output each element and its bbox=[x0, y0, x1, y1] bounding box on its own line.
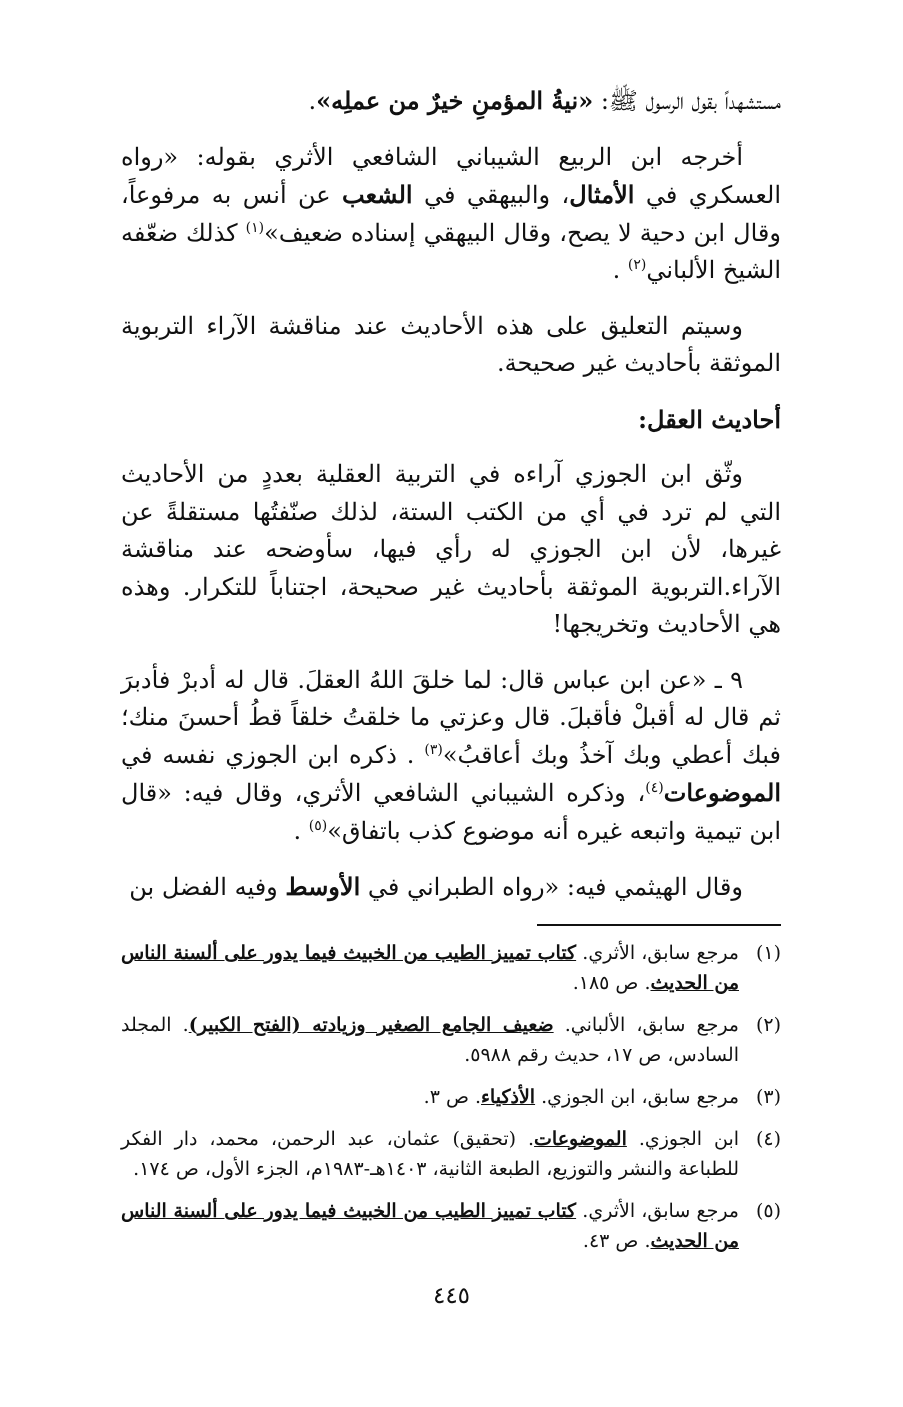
footnote-title: كتاب تمييز الطيب من الخبيث فيما يدور على ألسنة الناس من الحديث bbox=[121, 1200, 739, 1252]
book-title: الأمثال bbox=[569, 180, 635, 209]
paragraph-5: ٩ ـ «عن ابن عباس قال: لما خلقَ اللهُ العقلَ. قال له أدبرْ فأدبرَ ثم قال له أقبلْ فأقبلَ. قال وعزتي ما خلقتُ خلقاً قطُ أحسنَ منك؛ فبك أعطي وبك آخذُ وبك أعاقبُ»$^{(٣)}$ . ذكره ابن الجوزي نفسه في الموضوعات$^{(٤)}$، وذكره الشيباني الشافعي الأثري، وقال فيه: «قال ابن تيمية واتبعه غيره أنه موضوع كذب باتفاق»$^{(٥)}$ . bbox=[121, 665, 781, 845]
footnote-title: الأذكياء bbox=[481, 1086, 536, 1108]
paragraph-3: وسيتم التعليق على هذه الأحاديث عند مناقشة الآراء التربوية الموثقة بأحاديث غير صحيحة. bbox=[121, 311, 781, 377]
footnote: (٢) مرجع سابق، الألباني. ضعيف الجامع الصغير وزيادته (الفتح الكبير). المجلد السادس، ص ١٧، حديث رقم ٥٩٨٨. bbox=[121, 1010, 781, 1070]
footnotes bbox=[121, 938, 781, 1268]
footnote-ref[interactable]: (٥) bbox=[308, 817, 328, 834]
footnote-ref[interactable]: (٢) bbox=[627, 257, 647, 273]
book-title: الأوسط bbox=[285, 872, 361, 901]
footnote-number: (١) bbox=[755, 942, 781, 964]
page-number: ٤٤٥ bbox=[432, 1283, 471, 1309]
body-text bbox=[121, 82, 781, 925]
footnote-title: الموضوعات bbox=[534, 1128, 627, 1150]
book-title: الشعب bbox=[342, 180, 413, 209]
footnote-title: كتاب تمييز الطيب من الخبيث فيما يدور على ألسنة الناس من الحديث bbox=[121, 942, 739, 994]
footnote-title: ضعيف الجامع الصغير وزيادته (الفتح الكبير) bbox=[188, 1014, 554, 1036]
footnote: (١) مرجع سابق، الأثري. كتاب تمييز الطيب من الخبيث فيما يدور على ألسنة الناس من الحديث. ص ١٨٥. bbox=[121, 938, 781, 998]
section-heading: أحاديث العقل: bbox=[638, 404, 781, 434]
hadith-quote: «نيةُ المؤمنِ خيرٌ من عملِه» bbox=[316, 86, 594, 115]
paragraph-6: وقال الهيثمي فيه: «رواه الطبراني في الأوسط وفيه الفضل بن bbox=[129, 872, 743, 901]
footnote-ref[interactable]: (١) bbox=[245, 219, 265, 236]
footnote-number: (٥) bbox=[755, 1200, 781, 1222]
book-title: الموضوعات bbox=[663, 778, 781, 807]
paragraph-4: وثّق ابن الجوزي آراءه في التربية العقلية بعددٍ من الأحاديث التي لم ترد في أي من الكتب الستة، لذلك صنّفتُها مستقلةً عن غيرها، لأن ابن الجوزي له رأي فيها، سأوضحه عند مناقشة الآراء.التربوية الموثقة بأحاديث غير صحيحة، اجتناباً للتكرار. وهذه هي الأحاديث وتخريجها! bbox=[121, 460, 781, 638]
footnote: (٥) مرجع سابق، الأثري. كتاب تمييز الطيب من الخبيث فيما يدور على ألسنة الناس من الحديث. ص ٤٣. bbox=[121, 1196, 781, 1256]
paragraph-2: أخرجه ابن الربيع الشيباني الشافعي الأثري بقوله: «رواه العسكري في الأمثال، والبيهقي في الشعب عن أنس به مرفوعاً، وقال ابن دحية لا يصح، وقال البيهقي إسناده ضعيف»$^{(١)}$ كذلك ضعّفه الشيخ الألباني$^{(٢)}$ . bbox=[121, 142, 781, 284]
footnote-number: (٢) bbox=[755, 1014, 781, 1036]
footnote: (٣) مرجع سابق، ابن الجوزي. الأذكياء. ص ٣. bbox=[121, 1082, 781, 1112]
footnote-number: (٣) bbox=[755, 1086, 781, 1108]
paragraph-1: مستشهداً بقول الرسول ﷺ: «نيةُ المؤمنِ خيرٌ من عملِه». bbox=[308, 86, 781, 115]
footnote: (٤) ابن الجوزي. الموضوعات. (تحقيق) عثمان، عبد الرحمن، محمد، دار الفكر للطباعة والنشر والتوزيع، الطبعة الثانية، ١٤٠٣هـ-١٩٨٣م، الجزء الأول، ص ١٧٤. bbox=[121, 1124, 781, 1184]
footnote-number: (٤) bbox=[755, 1128, 781, 1150]
footnote-ref[interactable]: (٤) bbox=[645, 780, 664, 796]
footnote-ref[interactable]: (٣) bbox=[424, 741, 443, 758]
footnote-divider bbox=[537, 924, 781, 926]
